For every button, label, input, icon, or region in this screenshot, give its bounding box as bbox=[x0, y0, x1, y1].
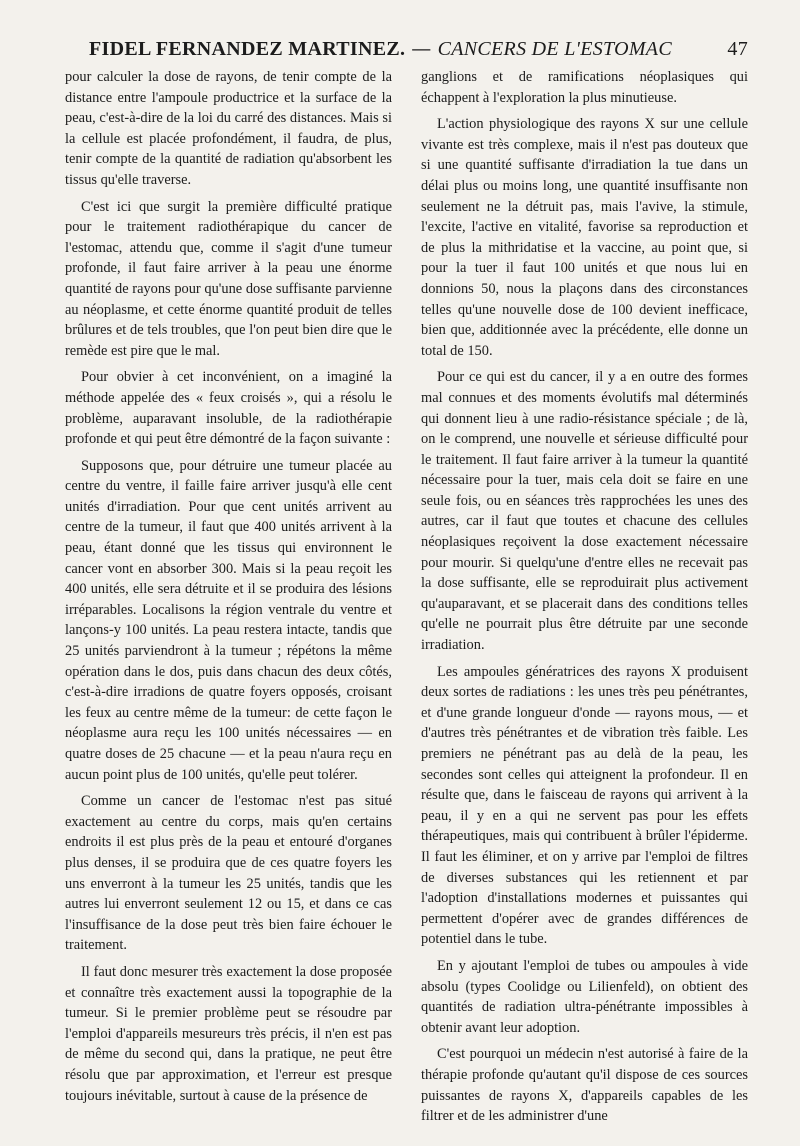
header-separator: — bbox=[411, 36, 432, 60]
text-columns bbox=[65, 67, 748, 1133]
running-header bbox=[89, 36, 748, 61]
page-number: 47 bbox=[727, 38, 748, 60]
paragraph: Pour obvier à cet inconvénient, on a imaginé la méthode appelée des « feux croisés », qui a résolu le problème, auparavant insoluble, de la radiothérapie profonde et qui peut être démontré de la façon suivante : bbox=[65, 369, 392, 448]
paragraph: Les ampoules génératrices des rayons X produisent deux sortes de radiations : les unes très peu pénétrantes, et d'une grande longueur d'onde — rayons mous, — et d'autres très pénétrantes et de vibration très faible. Les premiers ne pénétrant pas au delà de la peau, les secondes sont celles qui atteignent la profondeur. Il en résulte que, dans le faisceau de rayons qui arrivent à la peau, il y en a qui ne servent pas pour les effets thérapeutiques, mais qui contribuent à brûler l'épiderme. Il faut les éliminer, et on y arrive par l'emploi de filtres de diverses substances qui les retiennent et par l'adoption d'installations modernes et puissantes qui permettent d'opérer avec de grandes différences de potentiel dans le tube. bbox=[421, 663, 748, 948]
paragraph: ganglions et de ramifications néoplasiques qui échappent à l'exploration la plus minutieuse. bbox=[421, 69, 748, 106]
paragraph: Comme un cancer de l'estomac n'est pas situé exactement au centre du corps, mais qu'en certains endroits il est plus près de la peau et entouré d'organes plus denses, il se produira que de ces quatre foyers les uns enverront à la tumeur les 25 unités, tandis que les autres lui enverront seulement 12 ou 15, et dans ce cas l'insuffisance de la dose peut très bien faire échouer le traitement. bbox=[65, 793, 392, 954]
paragraph: L'action physiologique des rayons X sur une cellule vivante est très complexe, mais il n'est pas douteux que si une quantité suffisante d'irradiation la tue dans un délai plus ou moins long, une quantité insuffisante non seulement ne la détruit pas, mais l'avive, la stimule, l'excite, l'active en vitalité, favorise sa reproduction et de plus la mithridatise et la vaccine, au point que, si pour la tuer il faut 100 unités et que nous lui en donnions 50, nous la plaçons dans des circonstances telles qu'une nouvelle dose de 100 devient inefficace, bien que, additionnée avec la précédente, elle donne un total de 150. bbox=[421, 116, 748, 359]
paragraph: Il faut donc mesurer très exactement la dose proposée et connaître très exactement aussi la topographie de la tumeur. Si le premier problème peut se résoudre par l'emploi d'appareils mesureurs très précis, il n'en est pas de même du second qui, dans la pratique, ne peut être résolu que par approximation, et l'erreur est presque toujours inévitable, surtout à cause de la présence de bbox=[65, 963, 392, 1104]
paragraph: Pour ce qui est du cancer, il y a en outre des formes mal connues et des moments évolutifs mal déterminés qui donnent lieu à une radio-résistance spéciale ; de là, on le comprend, une nouvelle et sérieuse difficulté pour le traitement. Il faut faire arriver à la tumeur la quantité nécessaire pour la tuer, mais cela doit se faire en une seule fois, ou en séances très rapprochées les unes des autres, car il faut que toutes et chacune des cellules néoplasiques reçoivent la dose exactement nécessaire pour mourir. Si quelqu'une d'entre elles ne recevait pas la dose suffisante, elle se reproduirait plus activement qu'auparavant, et se placerait dans des conditions telles qu'elle ne pourrait plus être détruite par une seconde irradiation. bbox=[421, 369, 748, 654]
header-title: CANCERS DE L'ESTOMAC bbox=[437, 38, 672, 60]
paragraph: En y ajoutant l'emploi de tubes ou ampoules à vide absolu (types Coolidge ou Lilienfeld), on obtient des quantités de radiation ultra-pénétrante impossibles à obtenir avant leur adoption. bbox=[421, 957, 748, 1036]
paragraph: C'est pourquoi un médecin n'est autorisé à faire de la thérapie profonde qu'autant qu'il dispose de ces sources puissantes de rayons X, d'appareils capables de les filtrer et de les administrer d'une bbox=[421, 1046, 748, 1125]
left-column bbox=[65, 67, 392, 1133]
paragraph: Supposons que, pour détruire une tumeur placée au centre du ventre, il faille faire arriver jusqu'à elle cent unités d'irradiation. Pour que cent unités arrivent au centre de la tumeur, il faut que 400 unités arrivent à la peau, étant donné que les tissus qui environnent le cancer vont en absorber 300. Mais si la peau reçoit les 400 unités, elle sera détruite et il se produira des lésions irréparables. Localisons la région ventrale du ventre et lançons-y 100 unités. La peau restera intacte, tandis que 25 unités parviendront à la tumeur ; répétons la même opération dans le dos, puis dans chacun des deux côtés, c'est-à-dire irradions de quatre foyers opposés, croisant les feux au centre même de la tumeur: de cette façon le néoplasme aura reçu les 100 unités nécessaires — en quatre doses de 25 chacune — et la peau n'aura reçu en aucun point plus de 100 unités, qu'elle peut tolérer. bbox=[65, 457, 392, 783]
paragraph: pour calculer la dose de rayons, de tenir compte de la distance entre l'ampoule productrice et la surface de la peau, c'est-à-dire de la loi du carré des distances. Mais si la cellule est placée profondément, il faudra, de plus, tenir compte de la quantité de radiation qu'absorbent les tissus qu'elle traverse. bbox=[65, 69, 392, 188]
header-author: FIDEL FERNANDEZ MARTINEZ. bbox=[89, 38, 406, 60]
paragraph: C'est ici que surgit la première difficulté pratique pour le traitement radiothérapique du cancer de l'estomac, attendu que, comme il s'agit d'une tumeur profonde, il faut faire arriver à la peau une énorme quantité de rayons pour qu'une dose suffisante parvienne au néoplasme, et cette énorme quantité produit de telles brûlures et de tels troubles, que l'on peut bien dire que le remède est pire que le mal. bbox=[65, 198, 392, 359]
right-column bbox=[421, 67, 748, 1133]
